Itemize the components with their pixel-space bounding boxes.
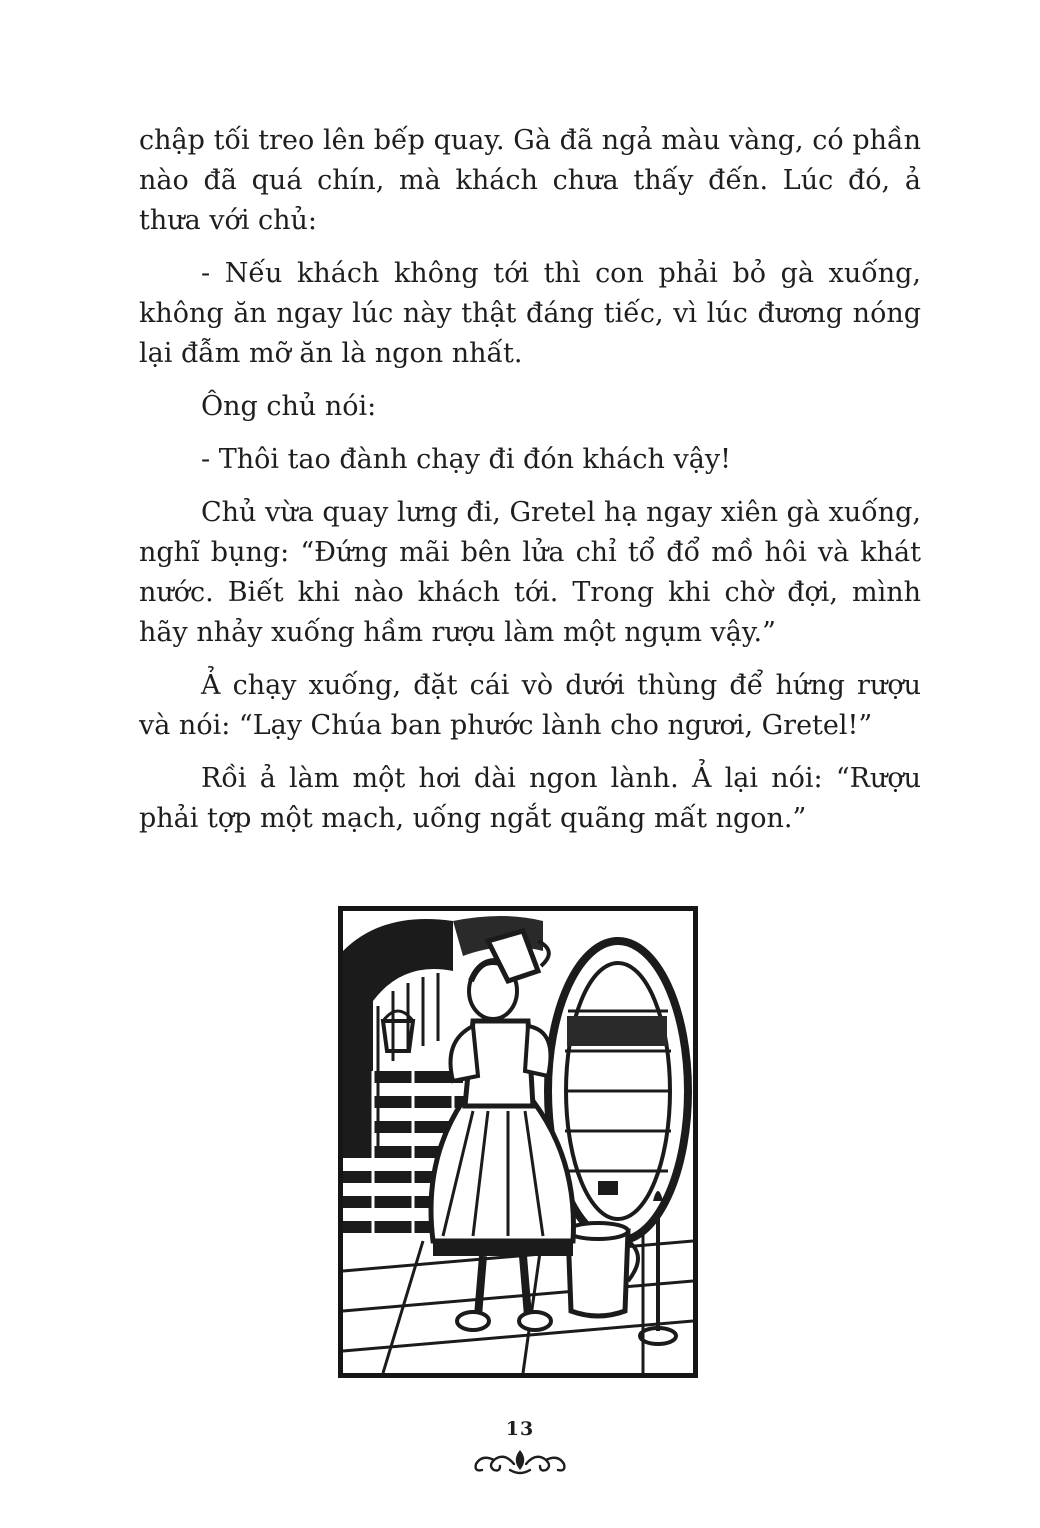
story-text xyxy=(139,121,921,852)
paragraph-1: chập tối treo lên bếp quay. Gà đã ngả màu vàng, có phần nào đã quá chín, mà khách chưa thấy đến. Lúc đó, ả thưa với chủ: xyxy=(139,125,921,236)
page-number: 13 xyxy=(505,1418,535,1440)
paragraph-6: Ả chạy xuống, đặt cái vò dưới thùng để hứng rượu và nói: “Lạy Chúa ban phước lành cho ngươi, Gretel!” xyxy=(139,670,921,741)
paragraph-2: - Nếu khách không tới thì con phải bỏ gà xuống, không ăn ngay lúc này thật đáng tiếc, vì lúc đương nóng lại đẫm mỡ ăn là ngon nhất. xyxy=(139,258,921,369)
scroll-flourish-icon xyxy=(470,1446,570,1478)
paragraph-7: Rồi ả làm một hơi dài ngon lành. Ả lại nói: “Rượu phải tợp một mạch, uống ngắt quãng mất ngon.” xyxy=(139,763,921,834)
paragraph-4: - Thôi tao đành chạy đi đón khách vậy! xyxy=(201,444,731,475)
paragraph-5: Chủ vừa quay lưng đi, Gretel hạ ngay xiên gà xuống, nghĩ bụng: “Đứng mãi bên lửa chỉ tổ đổ mồ hôi và khát nước. Biết khi nào khách tới. Trong khi chờ đợi, mình hãy nhảy xuống hầm rượu làm một ngụm vậy.” xyxy=(139,497,921,648)
woman-drinking-in-cellar-illustration xyxy=(338,906,698,1378)
paragraph-3: Ông chủ nói: xyxy=(201,391,377,422)
illustration-drawing xyxy=(343,911,693,1373)
